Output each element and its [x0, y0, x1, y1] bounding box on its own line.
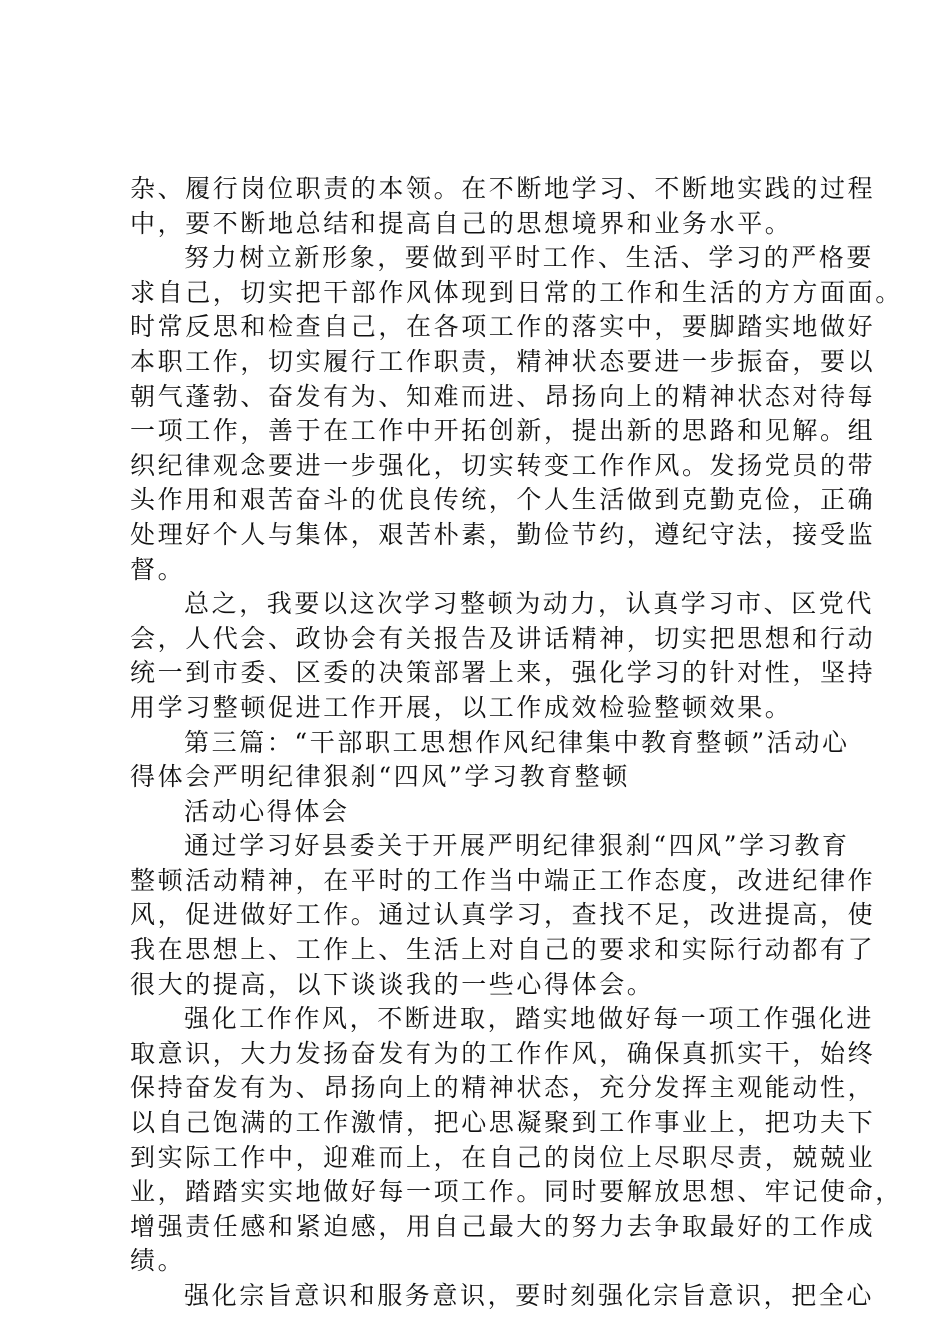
text-line: 整顿活动精神，在平时的工作当中端正工作态度，改进纪律作	[130, 865, 876, 895]
text-line: 督。	[130, 554, 186, 584]
text-line: 我在思想上、工作上、生活上对自己的要求和实际行动都有了	[130, 935, 876, 965]
document-body	[130, 172, 903, 1314]
text-line: 强化宗旨意识和服务意识，要时刻强化宗旨意识，把全心	[184, 1281, 875, 1310]
text-line: 杂、履行岗位职责的本领。在不断地学习、不断地实践的过程	[130, 174, 876, 203]
text-line: 处理好个人与集体，艰苦朴素，勤俭节约，遵纪守法，接受监	[130, 519, 876, 549]
text-line: 以自己饱满的工作激情，把心思凝聚到工作事业上，把功夫下	[130, 1108, 876, 1138]
text-line: 会，人代会、政协会有关报告及讲话精神，切实把思想和行动	[130, 623, 876, 653]
text-line: 到实际工作中，迎难而上，在自己的岗位上尽职尽责，兢兢业	[130, 1142, 876, 1172]
text-line: 活动心得体会	[184, 796, 350, 826]
text-line: 业，踏踏实实地做好每一项工作。同时要解放思想、牢记使命，	[130, 1177, 903, 1207]
text-line: 风，促进做好工作。通过认真学习，查找不足，改进提高，使	[130, 900, 876, 930]
text-line: 求自己，切实把干部作风体现到日常的工作和生活的方方面面。	[130, 277, 903, 307]
text-line: 时常反思和检查自己，在各项工作的落实中，要脚踏实地做好	[130, 312, 876, 342]
text-line: 头作用和艰苦奋斗的优良传统，个人生活做到克勤克俭，正确	[130, 485, 876, 515]
text-line: 增强责任感和紧迫感，用自己最大的努力去争取最好的工作成	[130, 1211, 876, 1241]
text-line: 用学习整顿促进工作开展，以工作成效检验整顿效果。	[130, 692, 793, 722]
text-line: 第三篇：“干部职工思想作风纪律集中教育整顿”活动心	[184, 727, 850, 757]
text-line: 织纪律观念要进一步强化，切实转变工作作风。发扬党员的带	[130, 450, 876, 480]
text-line: 绩。	[130, 1246, 186, 1276]
text-line: 强化工作作风，不断进取，踏实地做好每一项工作强化进	[184, 1004, 875, 1034]
text-line: 总之，我要以这次学习整顿为动力，认真学习市、区党代	[184, 589, 875, 619]
text-line: 中，要不断地总结和提高自己的思想境界和业务水平。	[130, 208, 793, 238]
text-line: 很大的提高，以下谈谈我的一些心得体会。	[130, 969, 655, 999]
text-line: 得体会严明纪律狠刹“四风”学习教育整顿	[130, 762, 630, 792]
text-line: 取意识，大力发扬奋发有为的工作作风，确保真抓实干，始终	[130, 1038, 876, 1068]
text-line: 通过学习好县委关于开展严明纪律狠刹“四风”学习教育	[184, 831, 850, 861]
text-line: 一项工作，善于在工作中开拓创新，提出新的思路和见解。组	[130, 416, 876, 446]
text-line: 保持奋发有为、昂扬向上的精神状态，充分发挥主观能动性，	[130, 1073, 876, 1103]
text-line: 努力树立新形象，要做到平时工作、生活、学习的严格要	[184, 243, 875, 273]
text-line: 本职工作，切实履行工作职责，精神状态要进一步振奋，要以	[130, 346, 876, 376]
text-line: 朝气蓬勃、奋发有为、知难而进、昂扬向上的精神状态对待每	[130, 381, 876, 411]
text-line: 统一到市委、区委的决策部署上来，强化学习的针对性，坚持	[130, 658, 876, 688]
